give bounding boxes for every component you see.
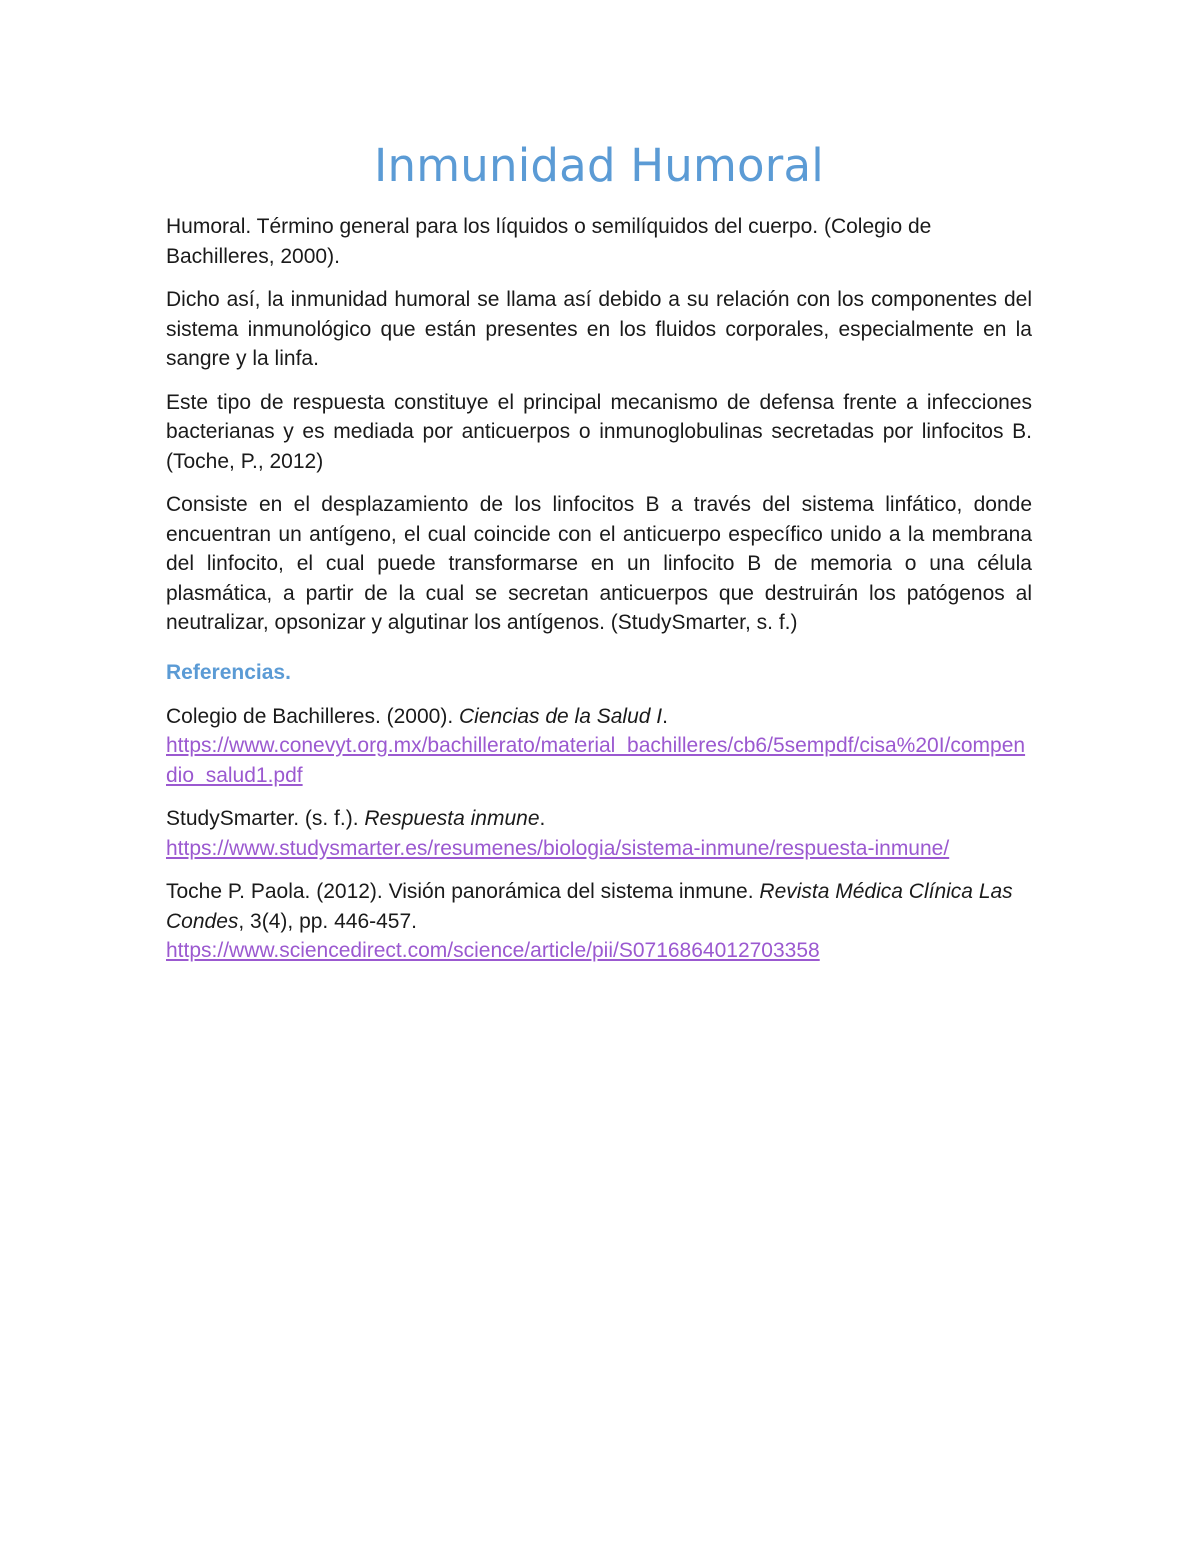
reference-link[interactable]: https://www.sciencedirect.com/science/article/pii/S0716864012703358 [166, 939, 820, 962]
reference-link[interactable]: https://www.conevyt.org.mx/bachillerato/material_bachilleres/cb6/5sempdf/cisa%20I/compendio_salud1.pdf [166, 734, 1026, 787]
paragraph-mechanism: Consiste en el desplazamiento de los linfocitos B a través del sistema linfático, donde encuentran un antígeno, el cual coincide con el anticuerpo específico unido a la membrana del linfocito, el cual puede transformarse en un linfocito B de memoria o una célula plasmática, a partir de la cual se secretan anticuerpos que destruirán los patógenos al neutralizar, opsonizar y algutinar los antígenos. (StudySmarter, s. f.) [166, 493, 1032, 634]
reference-link[interactable]: https://www.studysmarter.es/resumenes/biologia/sistema-inmune/respuesta-inmune/ [166, 836, 950, 860]
reference-title: Revista Médica Clínica Las Condes [166, 880, 1013, 933]
reference-item [166, 804, 1032, 863]
paragraph-explanation: Dicho así, la inmunidad humoral se llama así debido a su relación con los componentes del sistema inmunológico que están presentes en los fluidos corporales, especialmente en la sangre y la linfa. [166, 288, 1032, 370]
references-heading: Referencias. [166, 660, 291, 684]
page-title: Inmunidad Humoral [374, 139, 824, 192]
reference-details: . [539, 807, 546, 830]
reference-author-year: Toche P. Paola. (2012). Visión panorámica del sistema inmune. [166, 880, 760, 903]
reference-item [166, 702, 1032, 791]
reference-details: . [662, 704, 668, 728]
reference-title: Ciencias de la Salud I [459, 704, 663, 728]
reference-author-year: StudySmarter. (s. f.). [166, 807, 365, 830]
reference-item [166, 877, 1032, 966]
paragraph-definition: Humoral. Término general para los líquidos o semilíquidos del cuerpo. (Colegio de Bachilleres, 2000). [166, 215, 932, 268]
reference-author-year: Colegio de Bachilleres. (2000). [166, 704, 459, 728]
reference-details: , 3(4), pp. 446-457. [238, 909, 418, 933]
reference-title: Respuesta inmune [364, 807, 540, 830]
document-page [166, 136, 1032, 980]
paragraph-response-type: Este tipo de respuesta constituye el principal mecanismo de defensa frente a infecciones bacterianas y es mediada por anticuerpos o inmunoglobulinas secretadas por linfocitos B. (Toche, P., 2012) [166, 390, 1032, 473]
